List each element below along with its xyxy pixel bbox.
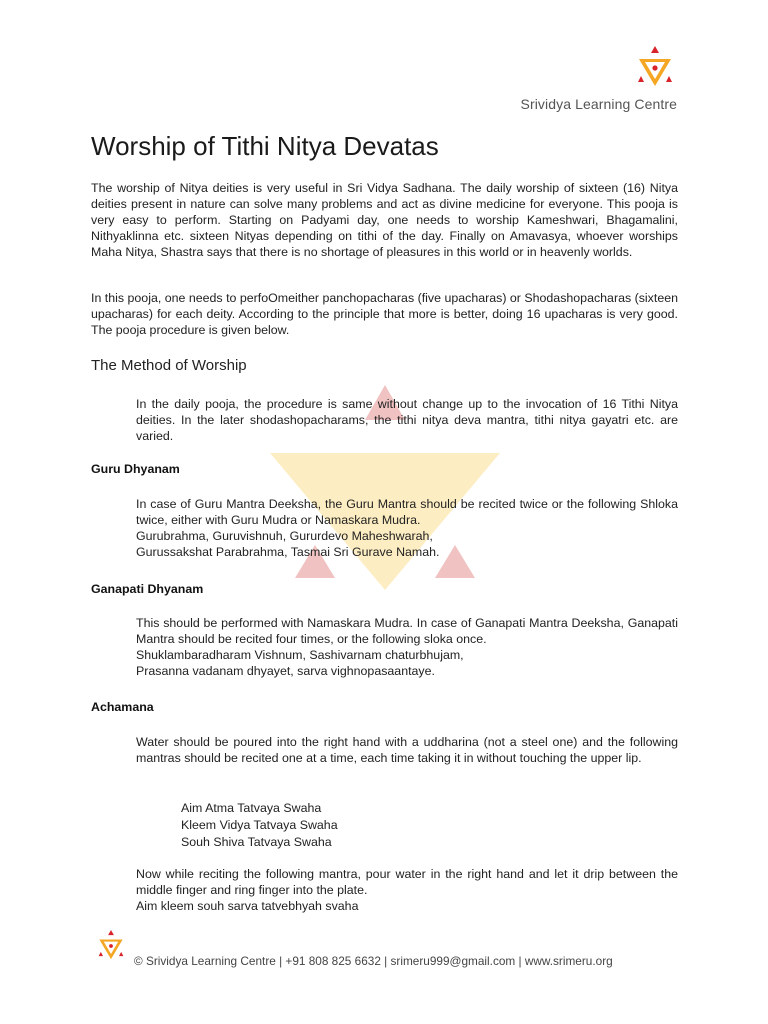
mantra-item: Souh Shiva Tatvaya Swaha [181, 834, 332, 849]
intro-paragraph-2: In this pooja, one needs to perfoOmeither panchopacharas (five upacharas) or Shodashopacharas (sixteen upacharas) for each deity. According to the principle that more is better, doing 16 upacharas is very good. The pooja procedure is given below. [91, 291, 678, 337]
subheading-guru-dhyanam: Guru Dhyanam [91, 462, 180, 476]
ganapati-sloka-line-2: Prasanna vadanam dhyayet, sarva vighnopasaantaye. [136, 663, 435, 678]
ganapati-dhyanam-block [136, 616, 678, 680]
ganapati-sloka-line-1: Shuklambaradharam Vishnum, Sashivarnam chaturbhujam, [136, 647, 464, 662]
achamana-block-2 [136, 867, 678, 915]
ganapati-dhyanam-text: This should be performed with Namaskara Mudra. In case of Ganapati Mantra Deeksha, Ganapati Mantra should be recited four times, or the following sloka once. [136, 616, 678, 646]
guru-shloka-line-1: Gurubrahma, Guruvishnuh, Gururdevo Maheshwarah, [136, 528, 433, 543]
mantra-item: Aim Atma Tatvaya Swaha [181, 801, 322, 815]
guru-dhyanam-block [136, 497, 678, 561]
method-intro: In the daily pooja, the procedure is same without change up to the invocation of 16 Tithi Nitya deities. In the later shodashopacharams, the tithi nitya deva mantra, tithi nitya gayatri etc. are varied. [136, 397, 678, 443]
achamana-text-2: Now while reciting the following mantra, pour water in the right hand and let it drip between the middle finger and ring finger into the plate. [136, 867, 678, 897]
intro-paragraph-1: The worship of Nitya deities is very useful in Sri Vidya Sadhana. The daily worship of sixteen (16) Nitya deities present in nature can solve many problems and act as divine medicine for everyone. This pooja is very easy to perform. Starting on Padyami day, one needs to worship Kameshwari, Bhagamalini, Nithyaklinna etc. sixteen Nityas depending on tithi of the day. Finally on Amavasya, whoever worships Maha Nitya, Shastra says that there is no shortage of pleasures in this world or in heavenly worlds. [91, 181, 678, 259]
org-name: Srividya Learning Centre [520, 96, 677, 112]
sri-yantra-logo-icon [635, 46, 675, 90]
section-heading-method: The Method of Worship [91, 357, 247, 374]
achamana-final-mantra: Aim kleem souh sarva tatvebhyah svaha [136, 898, 359, 913]
guru-shloka-line-2: Gurussakshat Parabrahma, Tasmai Sri Gurave Namah. [136, 544, 440, 559]
footer-logo-icon [96, 930, 126, 962]
achamana-text: Water should be poured into the right hand with a uddharina (not a steel one) and the following mantras should be recited one at a time, each time taking it in without touching the upper lip. [136, 735, 678, 765]
subheading-ganapati-dhyanam: Ganapati Dhyanam [91, 582, 204, 596]
mantra-item: Kleem Vidya Tatvaya Swaha [181, 817, 338, 832]
footer-contact: © Srividya Learning Centre | +91 808 825 6632 | srimeru999@gmail.com | www.srimeru.org [134, 954, 613, 968]
achamana-mantra-list [181, 800, 338, 850]
page-title: Worship of Tithi Nitya Devatas [91, 131, 439, 161]
subheading-achamana: Achamana [91, 700, 154, 714]
guru-dhyanam-text: In case of Guru Mantra Deeksha, the Guru Mantra should be recited twice or the following Shloka twice, either with Guru Mudra or Namaskara Mudra. [136, 497, 678, 527]
